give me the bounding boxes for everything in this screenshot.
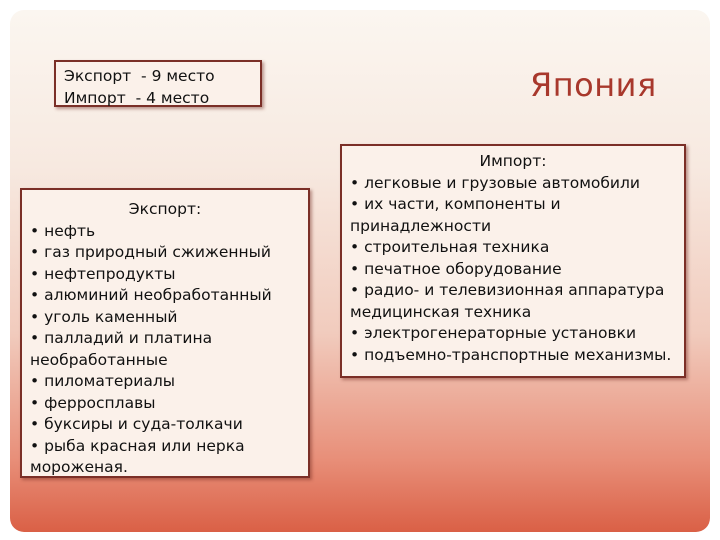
list-item: • уголь каменный: [30, 307, 178, 326]
list-item: • их части, компоненты и принадлежности: [350, 195, 561, 235]
list-item: • алюминий необработанный: [30, 286, 272, 304]
import-list: [350, 173, 676, 367]
list-item: • палладий и платина необработанные: [30, 329, 213, 369]
list-item: • электрогенераторные установки: [350, 324, 637, 342]
list-item: • радио- и телевизионная аппаратура медицинская техника: [350, 281, 665, 321]
export-heading: Экспорт:: [128, 200, 202, 218]
slide-title: Япония: [530, 66, 657, 104]
list-item: • печатное оборудование: [350, 259, 562, 278]
list-item: • подъемно-транспортные механизмы.: [350, 345, 672, 364]
export-box: [20, 188, 310, 478]
list-item: • нефть: [30, 221, 96, 240]
import-heading: Импорт:: [479, 152, 547, 170]
import-rank-line: Импорт - 4 место: [64, 88, 210, 107]
list-item: • нефтепродукты: [30, 264, 176, 283]
list-item: • рыба красная или нерка мороженая.: [30, 436, 245, 476]
list-item: • буксиры и суда-толкачи: [30, 415, 243, 433]
rank-box: [54, 60, 262, 107]
list-item: • легковые и грузовые автомобили: [350, 173, 640, 192]
list-item: • пиломатериалы: [30, 372, 175, 390]
list-item: • строительная техника: [350, 238, 550, 256]
import-box: [340, 144, 686, 378]
list-item: • ферросплавы: [30, 393, 156, 412]
export-rank-line: Экспорт - 9 место: [64, 67, 215, 85]
list-item: • газ природный сжиженный: [30, 243, 271, 261]
slide: [10, 10, 710, 532]
export-list: [30, 221, 300, 479]
